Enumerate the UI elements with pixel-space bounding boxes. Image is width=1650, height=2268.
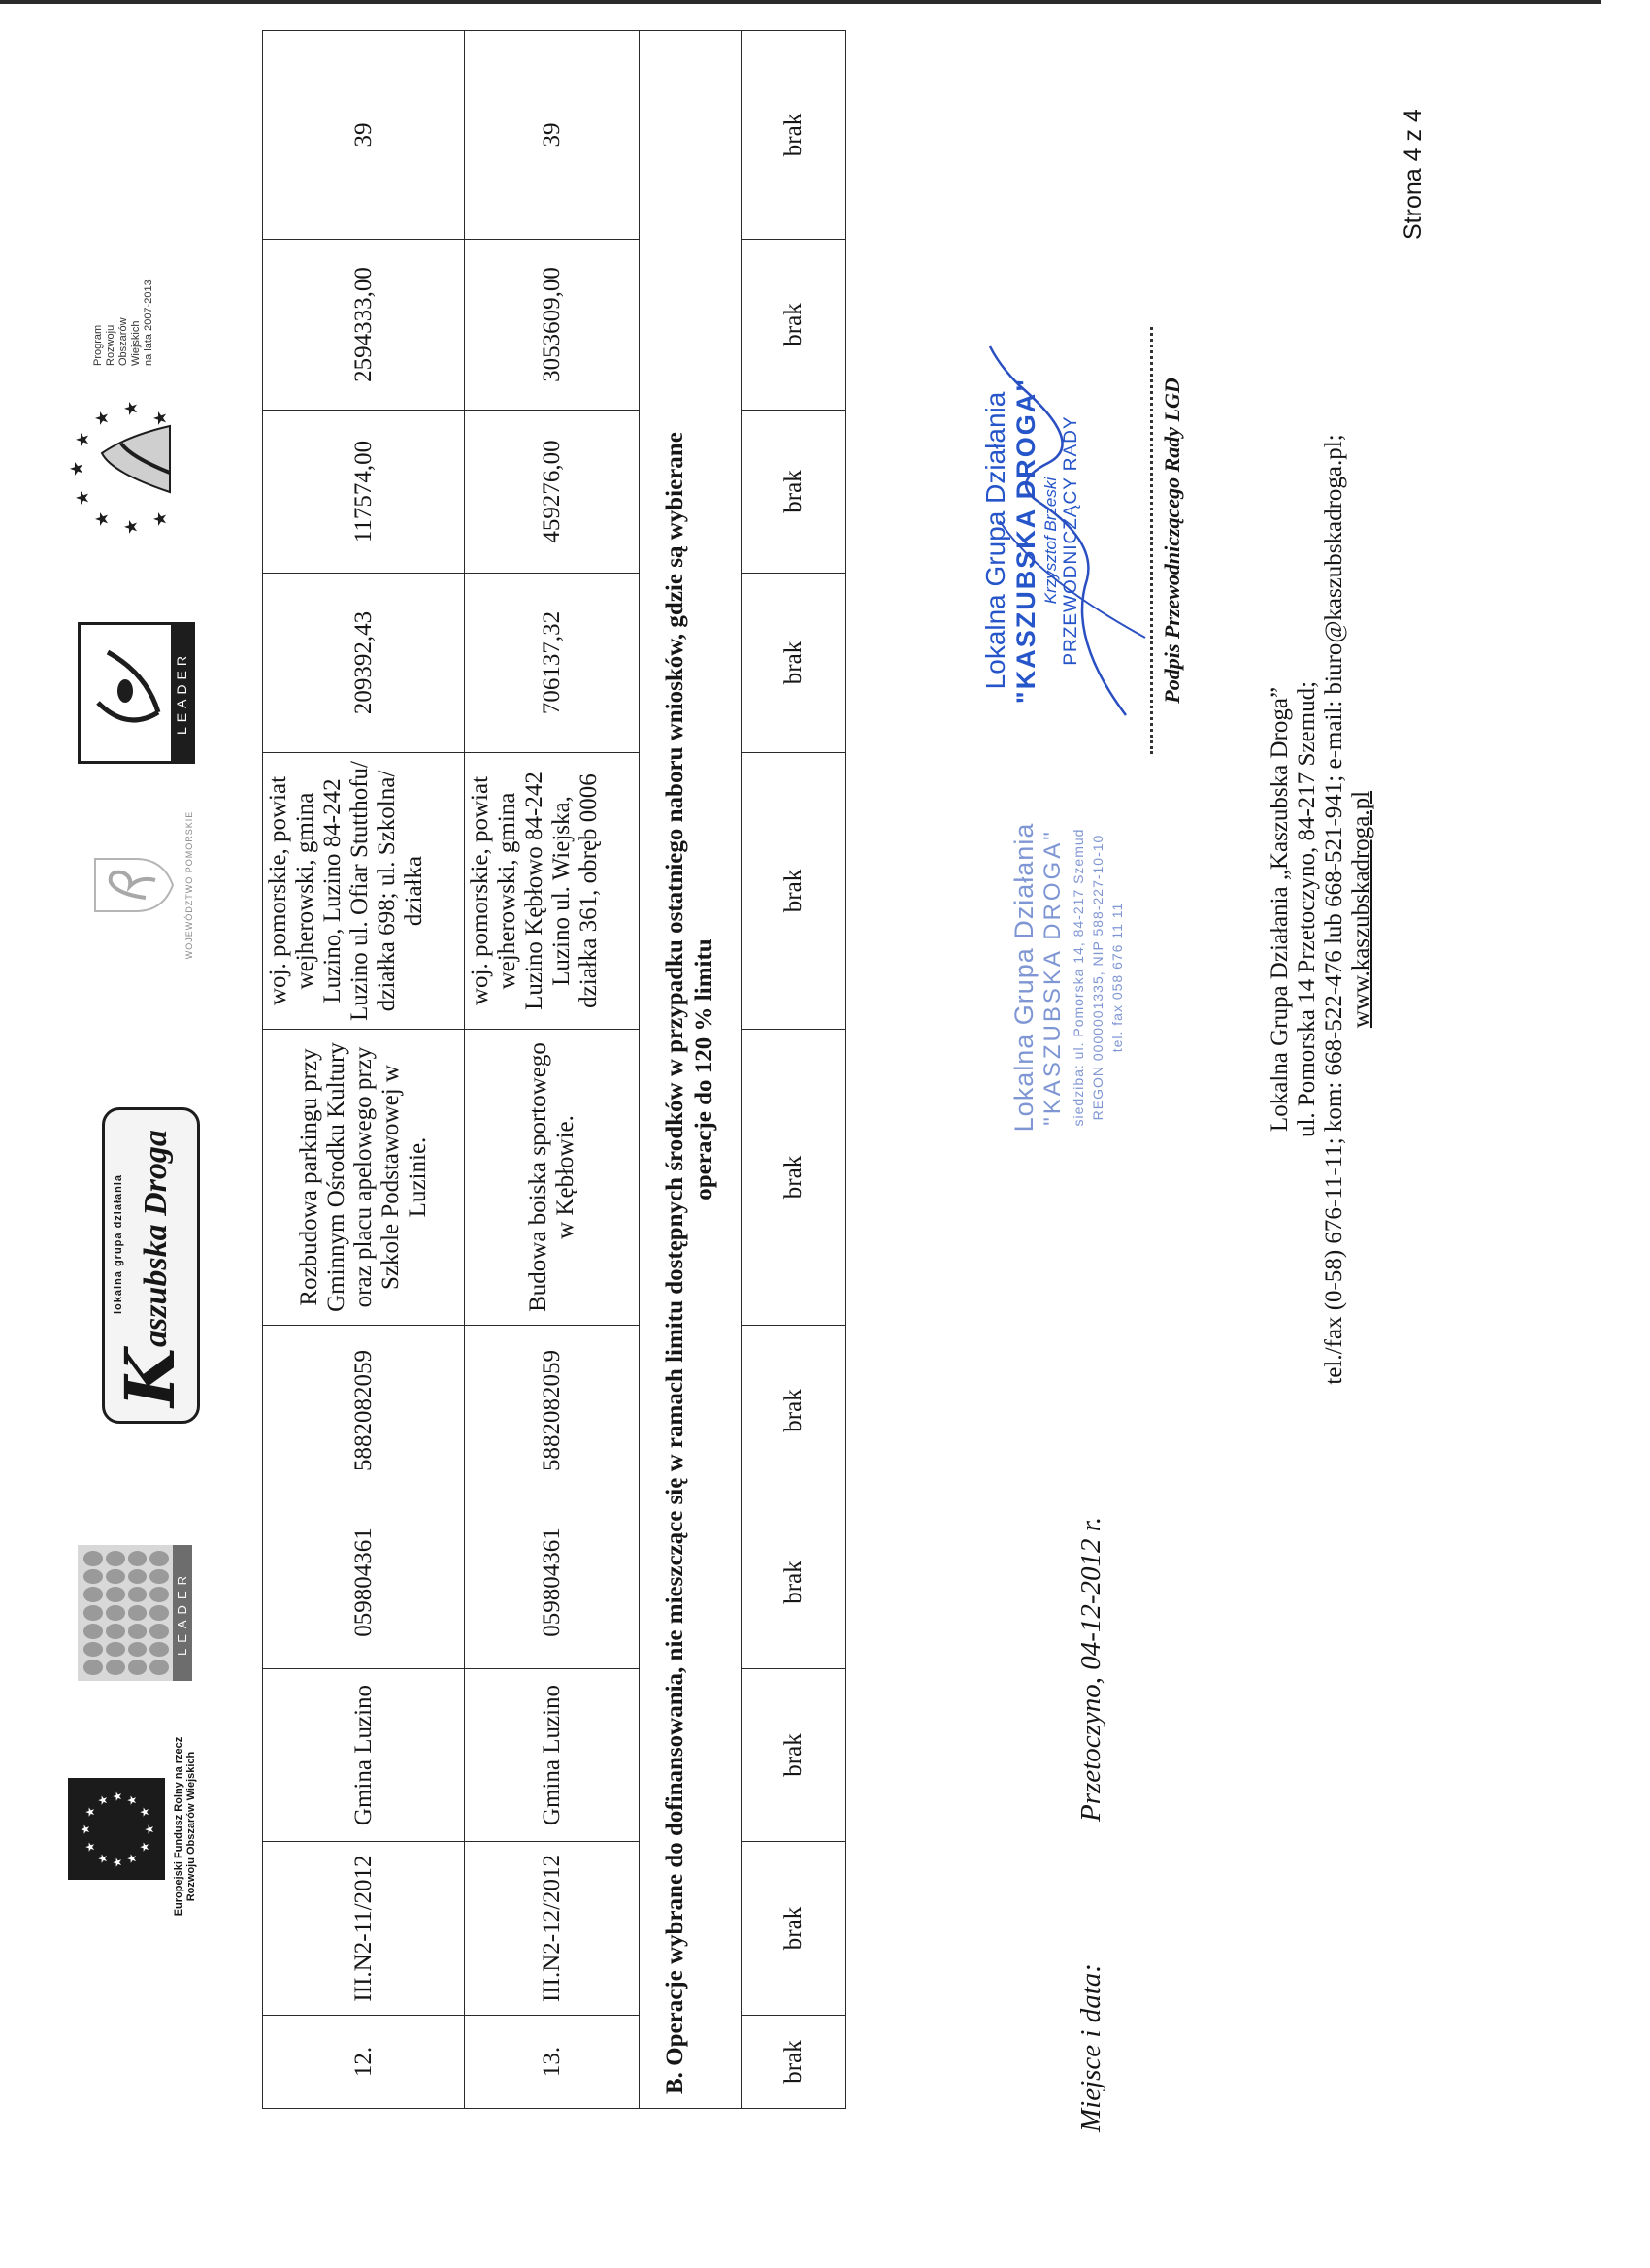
cell-lp: 13. (465, 2016, 640, 2109)
cell-application-number: III.N2-12/2012 (465, 1842, 640, 2016)
leader-sprout-icon (88, 644, 164, 741)
cell-brak: brak (742, 2016, 846, 2109)
prow-line3: Obszarów (117, 317, 129, 366)
cell-points: 39 (465, 31, 640, 240)
chairman-stamp-line3: Krzysztof Brzeski (1041, 477, 1060, 605)
stamp-line2: "KASZUBSKA DROGA" (1040, 829, 1066, 1126)
signature-caption: Podpis Przewodniczącego Rady LGD (1160, 378, 1184, 704)
cell-limit: 2594333,00 (263, 240, 465, 411)
eu-flag-logo (68, 1778, 165, 1880)
footer-line1: Lokalna Grupa Działania „Kaszubska Droga” (1267, 686, 1293, 1133)
cell-nip: 5882082059 (465, 1326, 640, 1496)
page-number: Strona 4 z 4 (1400, 109, 1427, 240)
svg-text:★: ★ (121, 400, 142, 416)
chairman-stamp-line4: PRZEWODNICZĄCY RADY (1061, 415, 1081, 666)
cell-brak: brak (742, 574, 846, 753)
cell-nip: 5882082059 (263, 1326, 465, 1496)
operations-table (262, 30, 846, 2109)
cell-beneficiary: Gmina Luzino (465, 1669, 640, 1842)
kaszubska-droga-logo (102, 1107, 200, 1424)
leader-box-logo (78, 622, 195, 764)
cell-limit: 3053609,00 (465, 240, 640, 411)
prow-line4: Wiejskich (130, 320, 142, 366)
cell-points: 39 (263, 31, 465, 240)
place-date-label: Miejsce i data: (1075, 1963, 1106, 2132)
cell-brak: brak (742, 1669, 846, 1842)
cell-location: woj. pomorskie, powiat wejherowski, gmina Luzino, Luzino 84-242 Luzino ul. Ofiar Stutthofu/ działka 698; ul. Szkolna/ działka (263, 753, 465, 1030)
cell-brak: brak (742, 1842, 846, 2016)
place-date-value: Przetoczyno, 04-12-2012 r. (1075, 1516, 1106, 1822)
stamp-line4: REGON 0000001335, NIP 588-227-10-10 (1090, 834, 1106, 1121)
kaszubska-title: aszubska Droga (138, 1130, 174, 1347)
cell-aid-amount: 459276,00 (465, 411, 640, 574)
footer-line2: ul. Pomorska 14 Przetoczyno, 84-217 Szemud; (1294, 680, 1320, 1138)
section-b-row (742, 31, 846, 2109)
cell-brak: brak (742, 411, 846, 574)
cell-lp: 12. (263, 2016, 465, 2109)
section-b-title-line1: B. Operacje wybrane do dofinansowania, nie mieszczące się w ramach limitu dostępnych środków w przypadku ostatniego naboru wniosków, gdzie są wybierane (662, 432, 688, 2094)
prow-caption (92, 249, 155, 366)
section-b-title-line2: operacje do 120 % limitu (691, 938, 717, 1200)
leader-dots-label: LEADER (173, 1545, 192, 1681)
table-row (263, 31, 465, 2109)
prow-line2: Rozwoju (105, 324, 116, 366)
svg-text:★: ★ (67, 460, 87, 477)
leader-box-label: LEADER (171, 625, 192, 761)
kaszubska-subtitle: lokalna grupa działania (113, 1173, 124, 1314)
cell-total-cost: 706137,32 (465, 574, 640, 753)
cell-regon: 059804361 (263, 1496, 465, 1669)
prow-line1: Program (92, 324, 104, 366)
cell-aid-amount: 117574,00 (263, 411, 465, 574)
cell-brak: brak (742, 31, 846, 240)
leader-dots-logo (78, 1545, 192, 1681)
stamp-line5: tel. fax 058 676 11 11 (1109, 902, 1125, 1053)
cell-brak: brak (742, 1030, 846, 1326)
eu-caption-line1: Europejski Fundusz Rolny na rzecz (173, 1736, 184, 1917)
footer-address (1267, 385, 1375, 1433)
chairman-stamp-line1: Lokalna Grupa Działania (980, 391, 1010, 690)
eu-fund-caption (173, 1734, 198, 1919)
chairman-stamp-line2: "KASZUBSKA DROGA" (1011, 377, 1040, 705)
handwritten-signature (980, 327, 1155, 754)
cell-operation-title: Budowa boiska sportowego w Kębłowie. (465, 1030, 640, 1326)
wojewodztwo-caption: WOJEWÓDZTWO POMORSKIE (184, 810, 194, 960)
cell-application-number: III.N2-11/2012 (263, 1842, 465, 2016)
footer-website-link[interactable]: www.kaszubskadroga.pl (1348, 790, 1374, 1029)
cell-beneficiary: Gmina Luzino (263, 1669, 465, 1842)
svg-text:★: ★ (92, 410, 113, 426)
svg-text:★: ★ (121, 518, 142, 535)
lgd-stamp (1009, 817, 1125, 1137)
stamp-line1: Lokalna Grupa Działania (1009, 822, 1039, 1133)
table-row (465, 31, 640, 2109)
svg-text:★: ★ (150, 510, 171, 527)
stamp-line3: siedziba: ul. Pomorska 14, 84-217 Szemud (1071, 828, 1086, 1127)
cell-regon: 059804361 (465, 1496, 640, 1669)
cell-location: woj. pomorskie, powiat wejherowski, gmina Luzino Kębłowo 84-242 Luzino ul. Wiejska, działka 361, obręb 0006 (465, 753, 640, 1030)
cell-brak: brak (742, 240, 846, 411)
cell-total-cost: 209392,43 (263, 574, 465, 753)
cell-brak: brak (742, 1326, 846, 1496)
eu-stars-icon: ★ ★ ★ ★ ★ ★ ★ ★ ★ ★ ★ ★ (79, 1791, 156, 1868)
kaszubska-k: K (110, 1348, 190, 1407)
svg-text:★: ★ (92, 510, 113, 527)
pomorskie-griffin-icon (87, 851, 175, 919)
cell-operation-title: Rozbudowa parkingu przy Gminnym Ośrodku Kultury oraz placu apelowego przy Szkole Podstawowej w Luzinie. (263, 1030, 465, 1326)
footer-contact: tel./fax (0-58) 676-11-11; kom: 668-522-476 lub 668-521-941; e-mail: biuro@kaszubskadroga.pl; (1321, 434, 1347, 1385)
signature-dotted-line (1150, 327, 1153, 754)
section-b-title (640, 31, 742, 2109)
cell-brak: brak (742, 753, 846, 1030)
eu-caption-line2: Rozwoju Obszarów Wiejskich (185, 1751, 197, 1902)
section-b-header-row (640, 31, 742, 2109)
prow-stars-logo (67, 376, 189, 541)
prow-line5: na lata 2007-2013 (143, 279, 154, 366)
svg-text:★: ★ (73, 431, 93, 447)
footer-line3 (1321, 385, 1375, 1433)
cell-brak: brak (742, 1496, 846, 1669)
svg-text:★: ★ (150, 410, 171, 426)
svg-text:★: ★ (73, 489, 93, 506)
